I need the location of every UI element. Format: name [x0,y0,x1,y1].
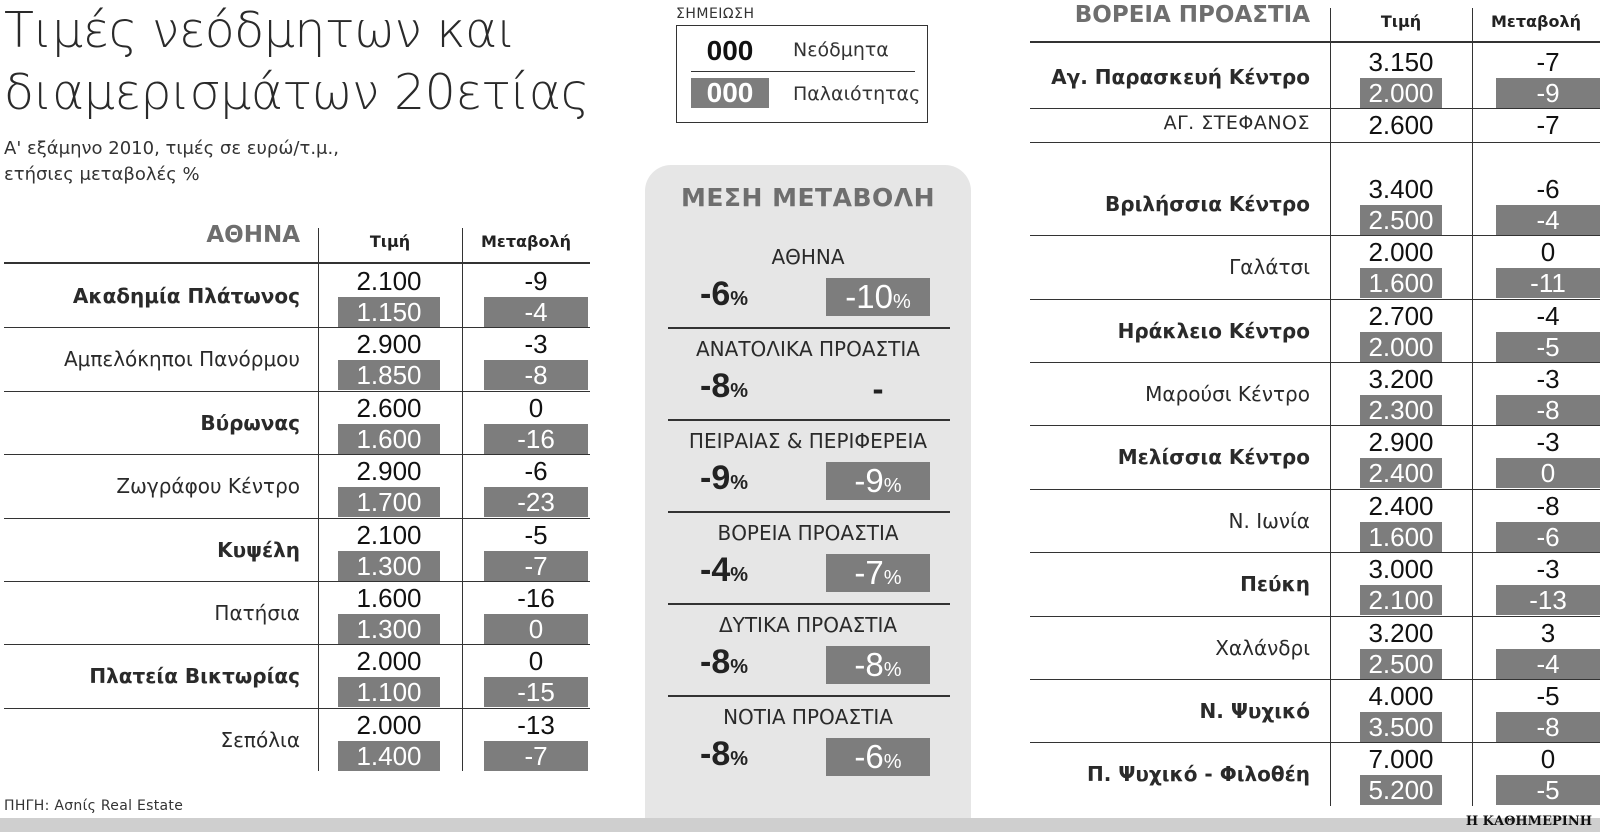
page-title [4,0,624,124]
price-new: 2.400 [1368,490,1434,521]
average-new-number: -8 [700,367,731,405]
average-region-name: ΑΝΑΤΟΛΙΚΑ ΠΡΟΑΣΤΙΑ [696,337,920,361]
row-separator [1030,742,1600,743]
row-separator [4,391,590,392]
source-note: ΠΗΓΗ: Aσnίς Real Estate [4,798,184,814]
change-new: -3 [1536,427,1560,458]
table-region-title: ΒΟΡΕΙΑ ΠΡΟΑΣΤΙΑ [1074,2,1310,28]
change-new: -3 [524,329,548,360]
price-new: 2.600 [1368,110,1434,141]
average-separator [668,327,950,329]
average-new-number: -9 [700,459,731,497]
district-name: Π. Ψυχικό - Φιλοθέη [1087,762,1310,787]
change-old: -5 [1496,775,1600,805]
change-new: -6 [1536,173,1560,204]
percent-sign: % [730,472,749,494]
title-line-2: διαμερισμάτων 20ετίας [4,64,589,121]
district-name: Ηράκλειο Κέντρο [1117,318,1310,343]
change-old: -15 [484,677,588,707]
row-separator [1030,142,1600,143]
percent-sign: % [883,751,902,773]
legend-new-label: Νεόδμητα [793,39,889,61]
average-old-value [826,554,930,592]
change-new: 0 [1540,237,1556,268]
subtitle-line-1: Α' εξάμηνο 2010, τιμές σε ευρώ/τ.μ., [4,138,339,159]
average-separator [668,419,950,421]
average-old-number: -6 [854,738,884,775]
legend-old-label: Παλαιότητας [793,83,921,105]
percent-sign: % [730,380,749,402]
price-old: 3.500 [1360,712,1442,742]
district-name: Πεύκη [1240,572,1310,597]
district-name: Αμπελόκηποι Πανόρμου [63,347,300,372]
row-separator [1030,108,1600,109]
change-new: 0 [1540,744,1556,775]
price-old: 1.300 [338,614,440,644]
change-old: -7 [484,551,588,581]
row-separator [4,518,590,519]
district-name: Χαλάνδρι [1215,635,1310,660]
legend-new-swatch: 000 [706,35,754,66]
change-old: -6 [1496,522,1600,552]
average-old-number: -8 [854,646,884,683]
district-name: Ζωγράφου Κέντρο [116,474,300,499]
price-new: 4.000 [1368,681,1434,711]
price-new: 3.200 [1368,617,1434,648]
price-new: 2.900 [1368,427,1434,458]
average-old-value [826,738,930,776]
price-new: 3.150 [1368,47,1434,77]
price-old: 5.200 [1360,775,1442,805]
district-name: Σεπόλια [220,727,300,752]
row-separator [4,581,590,582]
average-old-number: -9 [854,462,884,499]
legend-old-swatch: 000 [691,78,769,108]
price-new: 2.900 [356,329,422,360]
district-name: Γαλάτσι [1229,255,1310,280]
change-new: -8 [1536,490,1560,521]
average-old-number: -7 [854,554,884,591]
average-change-title: ΜΕΣΗ ΜΕΤΑΒΟΛΗ [680,183,936,212]
district-name: Ν. Ψυχικό [1199,699,1310,723]
price-old: 2.500 [1360,205,1442,235]
price-old: 2.000 [1360,78,1442,108]
percent-sign: % [730,564,749,586]
row-separator [1030,299,1600,300]
average-old-number: - [872,370,884,407]
average-region-name: ΒΟΡΕΙΑ ΠΡΟΑΣΤΙΑ [717,521,899,545]
row-separator [1030,489,1600,490]
change-new: -3 [1536,364,1560,394]
change-old: -4 [1496,649,1600,679]
change-new: -6 [524,456,548,487]
legend-divider [691,71,915,72]
change-new: -7 [1536,110,1560,141]
change-new: -3 [1536,554,1560,585]
district-name: Κυψέλη [217,537,300,562]
average-separator [668,695,950,697]
change-new: -16 [517,583,555,613]
price-old: 1.100 [338,677,440,707]
change-new: -7 [1536,47,1560,77]
average-new-value [700,459,770,498]
header-rule [1030,41,1600,43]
change-old: 0 [1496,458,1600,488]
average-new-number: -4 [700,551,731,589]
column-header-change: Μεταβολή [1491,12,1581,31]
price-old: 1.300 [338,551,440,581]
column-divider [462,228,463,771]
average-new-value [700,643,770,682]
average-new-value [700,735,770,774]
district-name: Πλατεία Βικτωρίας [89,664,300,689]
average-region-name: ΔΥΤΙΚΑ ΠΡΟΑΣΤΙΑ [718,613,898,637]
column-divider [1472,8,1473,806]
average-old-value [826,462,930,500]
price-old: 2.300 [1360,395,1442,425]
average-separator [668,603,950,605]
price-old: 2.100 [1360,585,1442,615]
change-old: -4 [484,297,588,327]
district-name: Βριλήσσια Κέντρο [1105,191,1310,216]
price-old: 1.400 [338,741,440,771]
change-old: -8 [1496,712,1600,742]
legend-box [676,25,928,123]
average-new-value [700,551,770,590]
change-old: -16 [484,424,588,454]
average-new-value [700,367,770,406]
title-line-1: Τιμές νεόδμητων και [4,2,516,59]
average-new-number: -8 [700,735,731,773]
average-region-name: ΝΟΤΙΑ ΠΡΟΑΣΤΙΑ [723,705,893,729]
average-new-number: -6 [700,275,731,313]
price-new: 2.700 [1368,300,1434,331]
average-old-value [826,278,930,316]
price-new: 2.000 [356,709,422,740]
row-separator [4,454,590,455]
district-name: Μαρούσι Κέντρο [1145,382,1310,406]
column-divider [318,228,319,771]
percent-sign: % [730,656,749,678]
row-separator [1030,235,1600,236]
percent-sign: % [883,475,902,497]
change-old: 0 [484,614,588,644]
row-separator [1030,425,1600,426]
change-old: -5 [1496,332,1600,362]
price-new: 2.900 [356,456,422,487]
subtitle [4,136,404,188]
column-header-change: Μεταβολή [481,232,571,251]
change-old: -23 [484,487,588,517]
price-old: 1.600 [1360,522,1442,552]
change-new: -13 [517,709,555,740]
bottom-strip [0,818,1600,832]
change-old: -9 [1496,78,1600,108]
change-new: 3 [1540,617,1556,648]
price-new: 2.100 [356,519,422,550]
price-new: 2.000 [1368,237,1434,268]
row-separator [1030,552,1600,553]
percent-sign: % [730,288,749,310]
district-name: Ν. Ιωνία [1228,508,1310,533]
change-new: -9 [524,266,548,296]
price-old: 2.500 [1360,649,1442,679]
price-old: 2.000 [1360,332,1442,362]
price-new: 3.200 [1368,364,1434,394]
change-new: -4 [1536,300,1560,331]
district-name: Μελίσσια Κέντρο [1117,445,1310,470]
price-new: 2.000 [356,646,422,677]
district-name: ΑΓ. ΣΤΕΦΑΝΟΣ [1163,112,1310,135]
column-header-price: Τιμή [1380,12,1422,31]
average-old-value [826,646,930,684]
percent-sign: % [892,291,911,313]
average-new-number: -8 [700,643,731,681]
change-new: 0 [528,392,544,423]
row-separator [1030,362,1600,363]
header-rule [4,262,590,264]
row-separator [4,708,590,709]
note-label: ΣΗΜΕΙΩΣΗ [676,6,755,22]
average-old-number: -10 [845,278,893,315]
price-new: 3.000 [1368,554,1434,585]
price-new: 1.600 [356,583,422,613]
average-separator [668,511,950,513]
district-name: Βύρωνας [200,410,300,435]
price-new: 3.400 [1368,173,1434,204]
change-old: -8 [1496,395,1600,425]
average-region-name: ΑΘΗΝΑ [771,245,845,269]
price-new: 2.600 [356,392,422,423]
average-old-value [826,370,930,408]
change-old: -11 [1496,268,1600,298]
price-old: 1.700 [338,487,440,517]
district-name: Πατήσια [214,601,300,625]
row-separator [4,644,590,645]
row-separator [1030,616,1600,617]
subtitle-line-2: ετήσιες μεταβολές % [4,164,200,185]
column-divider [1330,8,1331,806]
change-new: -5 [524,519,548,550]
change-old: -8 [484,360,588,390]
row-separator [1030,679,1600,680]
price-old: 1.850 [338,360,440,390]
price-old: 1.150 [338,297,440,327]
price-old: 1.600 [338,424,440,454]
change-new: 0 [528,646,544,677]
row-separator [4,327,590,328]
change-new: -5 [1536,681,1560,711]
district-name: Αγ. Παρασκευή Κέντρο [1051,65,1310,89]
price-old: 2.400 [1360,458,1442,488]
column-header-price: Τιμή [369,232,411,251]
percent-sign: % [883,659,902,681]
average-region-name: ΠΕΙΡΑΙΑΣ & ΠΕΡΙΦΕΡΕΙΑ [688,429,928,453]
district-name: Ακαδημία Πλάτωνος [72,284,300,308]
change-old: -13 [1496,585,1600,615]
price-new: 2.100 [356,266,422,296]
average-new-value [700,275,770,314]
change-old: -4 [1496,205,1600,235]
change-old: -7 [484,741,588,771]
table-region-title: ΑΘΗΝΑ [206,222,300,248]
price-new: 7.000 [1368,744,1434,775]
percent-sign: % [883,567,902,589]
publisher-logo: Η ΚΑΘΗΜΕΡΙΝΗ [1465,814,1592,829]
price-old: 1.600 [1360,268,1442,298]
percent-sign: % [730,748,749,770]
